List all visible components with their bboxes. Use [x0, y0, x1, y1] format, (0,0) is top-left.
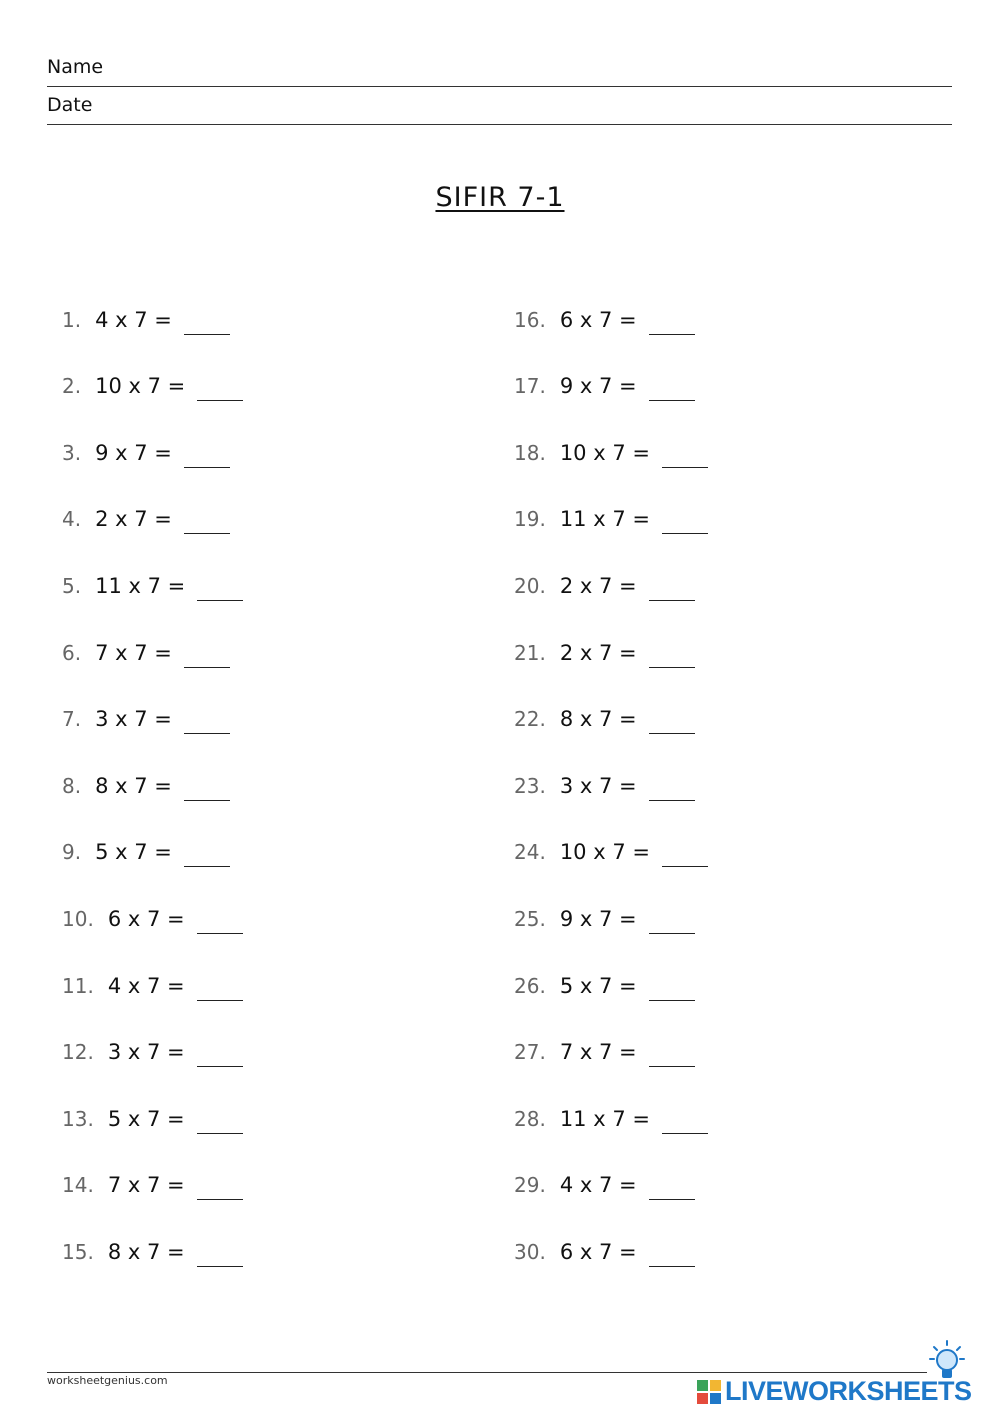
footer-source: worksheetgenius.com — [47, 1374, 168, 1387]
question-number: 30. — [514, 1239, 546, 1264]
question-number: 13. — [62, 1106, 94, 1131]
question-expression: 8 x 7 = — [95, 773, 172, 798]
answer-blank[interactable] — [649, 732, 695, 734]
question-item — [62, 485, 502, 552]
question-item — [514, 285, 954, 352]
question-expression: 7 x 7 = — [107, 1173, 185, 1198]
question-item — [62, 951, 502, 1018]
answer-blank[interactable] — [197, 999, 243, 1001]
question-number: 27. — [514, 1040, 546, 1065]
answer-blank[interactable] — [184, 532, 230, 534]
answer-blank[interactable] — [649, 399, 695, 401]
question-number: 9. — [62, 840, 82, 865]
question-number: 21. — [514, 640, 546, 665]
question-number: 23. — [514, 773, 546, 798]
question-item — [62, 285, 502, 352]
question-item — [514, 618, 954, 685]
answer-blank[interactable] — [649, 999, 695, 1001]
question-number: 8. — [62, 773, 82, 798]
date-row — [47, 94, 952, 125]
answer-blank[interactable] — [184, 466, 230, 468]
question-number: 15. — [62, 1239, 94, 1264]
answer-blank[interactable] — [662, 466, 708, 468]
question-number: 24. — [514, 840, 546, 865]
answer-blank[interactable] — [197, 1132, 243, 1134]
question-expression: 8 x 7 = — [559, 707, 637, 732]
answer-blank[interactable] — [662, 1132, 708, 1134]
question-expression: 2 x 7 = — [559, 640, 637, 665]
question-number: 17. — [514, 374, 546, 399]
liveworksheets-logo — [697, 1340, 997, 1410]
answer-blank[interactable] — [649, 666, 695, 668]
name-label: Name — [47, 56, 104, 78]
answer-blank[interactable] — [197, 1265, 243, 1267]
question-expression: 7 x 7 = — [559, 1040, 637, 1065]
question-expression: 10 x 7 = — [95, 374, 186, 399]
question-expression: 4 x 7 = — [107, 973, 185, 998]
question-expression: 9 x 7 = — [559, 374, 637, 399]
question-expression: 5 x 7 = — [107, 1106, 185, 1131]
question-expression: 4 x 7 = — [559, 1173, 637, 1198]
question-item — [514, 1151, 954, 1218]
question-number: 12. — [62, 1040, 94, 1065]
question-item — [514, 685, 954, 752]
question-expression: 9 x 7 = — [559, 906, 637, 931]
question-item — [62, 1018, 502, 1085]
question-number: 10. — [62, 906, 94, 931]
question-item — [514, 352, 954, 419]
question-item — [514, 951, 954, 1018]
question-expression: 11 x 7 = — [559, 1106, 650, 1131]
question-item — [514, 485, 954, 552]
answer-blank[interactable] — [649, 1265, 695, 1267]
date-label: Date — [47, 94, 93, 116]
questions-left-column — [62, 285, 502, 1284]
question-item — [62, 352, 502, 419]
question-expression: 3 x 7 = — [95, 707, 172, 732]
question-item — [514, 884, 954, 951]
answer-blank[interactable] — [662, 865, 708, 867]
question-expression: 8 x 7 = — [107, 1239, 185, 1264]
liveworksheets-brand: LIVEWORKSHEETS — [725, 1376, 972, 1406]
answer-blank[interactable] — [197, 1198, 243, 1200]
question-expression: 5 x 7 = — [95, 840, 172, 865]
question-number: 4. — [62, 507, 82, 532]
answer-blank[interactable] — [649, 333, 695, 335]
questions-right-column — [514, 285, 954, 1284]
worksheet-title — [0, 182, 1000, 213]
question-expression: 9 x 7 = — [95, 440, 172, 465]
question-number: 20. — [514, 573, 546, 598]
question-expression: 11 x 7 = — [95, 573, 186, 598]
question-item — [514, 1217, 954, 1284]
question-number: 19. — [514, 507, 546, 532]
question-item — [514, 818, 954, 885]
question-item — [62, 618, 502, 685]
answer-blank[interactable] — [649, 1198, 695, 1200]
question-item — [62, 818, 502, 885]
answer-blank[interactable] — [197, 1065, 243, 1067]
answer-blank[interactable] — [184, 333, 230, 335]
question-number: 18. — [514, 440, 546, 465]
question-expression: 6 x 7 = — [559, 1239, 637, 1264]
question-number: 26. — [514, 973, 546, 998]
question-number: 1. — [62, 307, 82, 332]
question-expression: 4 x 7 = — [95, 307, 172, 332]
question-expression: 3 x 7 = — [559, 773, 637, 798]
worksheet-title-text: SIFIR 7-1 — [435, 182, 565, 213]
question-expression: 2 x 7 = — [559, 573, 637, 598]
question-number: 14. — [62, 1173, 94, 1198]
answer-blank[interactable] — [184, 865, 230, 867]
question-number: 5. — [62, 573, 82, 598]
answer-blank[interactable] — [662, 532, 708, 534]
question-expression: 3 x 7 = — [107, 1040, 185, 1065]
question-expression: 6 x 7 = — [559, 307, 637, 332]
question-item — [62, 685, 502, 752]
question-expression: 10 x 7 = — [559, 840, 650, 865]
question-number: 28. — [514, 1106, 546, 1131]
answer-blank[interactable] — [184, 732, 230, 734]
question-expression: 6 x 7 = — [107, 906, 185, 931]
answer-blank[interactable] — [197, 399, 243, 401]
question-item — [62, 551, 502, 618]
answer-blank[interactable] — [649, 599, 695, 601]
question-number: 22. — [514, 707, 546, 732]
question-expression: 5 x 7 = — [559, 973, 637, 998]
question-item — [62, 418, 502, 485]
name-row — [47, 56, 952, 87]
question-number: 29. — [514, 1173, 546, 1198]
question-number: 16. — [514, 307, 546, 332]
question-item — [62, 1217, 502, 1284]
answer-blank[interactable] — [649, 1065, 695, 1067]
question-item — [514, 551, 954, 618]
question-item — [514, 418, 954, 485]
question-item — [514, 1018, 954, 1085]
question-item — [62, 1151, 502, 1218]
logo-squares-icon — [697, 1380, 723, 1406]
question-expression: 11 x 7 = — [559, 507, 650, 532]
question-number: 3. — [62, 440, 82, 465]
question-item — [62, 884, 502, 951]
question-item — [514, 751, 954, 818]
question-item — [62, 751, 502, 818]
answer-blank[interactable] — [649, 799, 695, 801]
question-expression: 7 x 7 = — [95, 640, 172, 665]
question-number: 6. — [62, 640, 82, 665]
answer-blank[interactable] — [197, 932, 243, 934]
question-number: 7. — [62, 707, 82, 732]
question-item — [62, 1084, 502, 1151]
answer-blank[interactable] — [649, 932, 695, 934]
question-number: 25. — [514, 906, 546, 931]
question-number: 2. — [62, 374, 82, 399]
answer-blank[interactable] — [184, 666, 230, 668]
question-expression: 2 x 7 = — [95, 507, 172, 532]
question-item — [514, 1084, 954, 1151]
question-number: 11. — [62, 973, 94, 998]
question-expression: 10 x 7 = — [559, 440, 650, 465]
answer-blank[interactable] — [197, 599, 243, 601]
answer-blank[interactable] — [184, 799, 230, 801]
